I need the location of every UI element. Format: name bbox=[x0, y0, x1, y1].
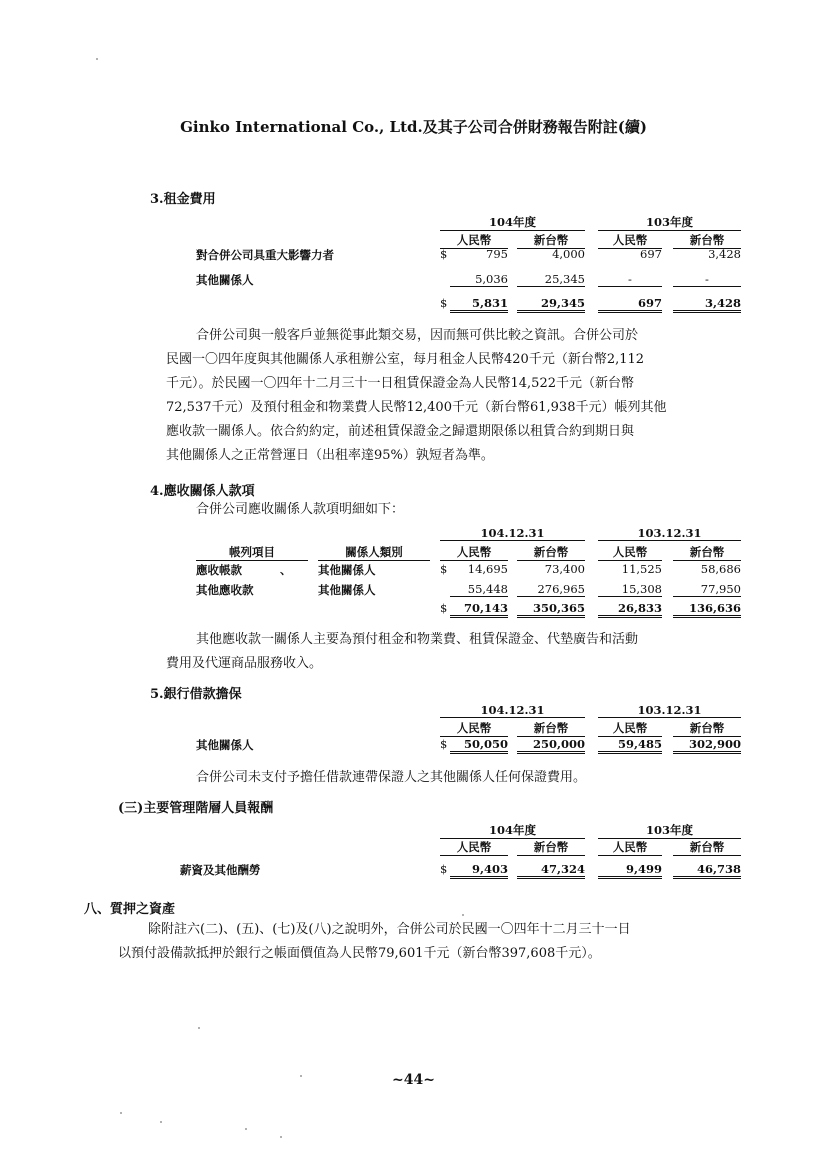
rent-total-a-ntd: 29,345 bbox=[517, 296, 585, 313]
rent-total-dollar: $ bbox=[440, 296, 448, 310]
rent-row-a-ntd: 25,345 bbox=[517, 272, 585, 287]
mgmt-cur-ntd-b: 新台幣 bbox=[673, 839, 741, 856]
guar-row-b-rmb: 59,485 bbox=[598, 737, 662, 754]
rent-row-label: 對合併公司具重大影響力者 bbox=[196, 248, 334, 262]
recv-row-a-rmb: 55,448 bbox=[450, 582, 508, 597]
recv-cur-ntd-a: 新台幣 bbox=[517, 544, 585, 561]
guar-cur-ntd-b: 新台幣 bbox=[673, 720, 741, 737]
section-mgmt-heading: (三)主要管理階層人員報酬 bbox=[118, 801, 274, 816]
recv-row-item: 其他應收款 bbox=[196, 583, 254, 597]
paragraph-line: 除附註六(二)、(五)、(七)及(八)之說明外，合併公司於民國一〇四年十二月三十一日 bbox=[148, 922, 631, 937]
mgmt-row-b-rmb: 9,499 bbox=[598, 862, 662, 879]
section-pledged-heading: 八、質押之資產 bbox=[84, 902, 176, 917]
section-guarantee-heading: 5.銀行借款擔保 bbox=[150, 687, 242, 702]
rent-row-a-ntd: 4,000 bbox=[552, 247, 585, 261]
mgmt-row-b-ntd: 46,738 bbox=[673, 862, 741, 879]
guarantee-paragraph: 合併公司未支付予擔任借款連帶保證人之其他關係人任何保證費用。 bbox=[196, 770, 587, 785]
rent-total-a-rmb: 5,831 bbox=[450, 296, 508, 313]
guar-row-a-rmb: 50,050 bbox=[450, 737, 508, 754]
mgmt-cur-rmb-b: 人民幣 bbox=[598, 839, 662, 856]
guar-date-b: 103.12.31 bbox=[598, 703, 741, 718]
rent-row-b-rmb: 697 bbox=[640, 247, 662, 261]
page-title: Ginko International Co., Ltd.及其子公司合併財務報告附註(續) bbox=[180, 118, 647, 136]
pledged-paragraph bbox=[118, 918, 778, 966]
paragraph-line: 應收款一關係人。依合約約定，前述租賃保證金之歸還期限係以租賃合約到期日與 bbox=[166, 424, 635, 439]
guar-row-b-ntd: 302,900 bbox=[673, 737, 741, 754]
receivable-paragraph bbox=[166, 628, 766, 676]
recv-row-type: 其他關係人 bbox=[318, 563, 376, 577]
mgmt-row-dollar: $ bbox=[440, 862, 448, 876]
rent-total-b-ntd: 3,428 bbox=[673, 296, 741, 313]
recv-row-a-rmb: 14,695 bbox=[467, 562, 508, 576]
paragraph-line: 其他應收款一關係人主要為預付租金和物業費、租賃保證金、代墊廣告和活動 bbox=[196, 632, 639, 647]
paragraph-line: 費用及代運商品服務收入。 bbox=[166, 656, 323, 671]
recv-date-b: 103.12.31 bbox=[598, 526, 741, 541]
mgmt-cur-ntd-a: 新台幣 bbox=[517, 839, 585, 856]
recv-total-b-rmb: 26,833 bbox=[598, 601, 662, 618]
mgmt-row-a-rmb: 9,403 bbox=[450, 862, 508, 879]
rent-row-b-ntd: - bbox=[673, 272, 741, 287]
mgmt-year-a: 104年度 bbox=[440, 822, 585, 839]
rent-row-dollar: $ bbox=[440, 247, 448, 261]
scan-speck bbox=[160, 1121, 162, 1123]
rent-year-b: 103年度 bbox=[598, 214, 741, 231]
rent-row-label: 其他關係人 bbox=[196, 273, 254, 287]
rent-cur-rmb-b: 人民幣 bbox=[598, 232, 662, 249]
recv-date-a: 104.12.31 bbox=[440, 526, 585, 541]
paragraph-line: 72,537千元）及預付租金和物業費人民幣12,400千元（新台幣61,938千元）帳列其他 bbox=[166, 400, 667, 415]
recv-row-type: 其他關係人 bbox=[318, 583, 376, 597]
recv-row-a-ntd: 276,965 bbox=[517, 582, 585, 597]
recv-row-dollar: $ bbox=[440, 562, 448, 576]
recv-total-a-rmb: 70,143 bbox=[450, 601, 508, 618]
paragraph-line: 以預付設備款抵押於銀行之帳面價值為人民幣79,601千元（新台幣397,608千元）。 bbox=[118, 946, 601, 961]
recv-total-a-ntd: 350,365 bbox=[517, 601, 585, 618]
rent-paragraph bbox=[166, 324, 766, 468]
recv-total-b-ntd: 136,636 bbox=[673, 601, 741, 618]
recv-col-item: 帳列項目 bbox=[196, 544, 308, 561]
scan-speck bbox=[96, 58, 98, 60]
guar-cur-rmb-b: 人民幣 bbox=[598, 720, 662, 737]
paragraph-line: 民國一〇四年度與其他關係人承租辦公室，每月租金人民幣420千元（新台幣2,112 bbox=[166, 352, 645, 367]
recv-row-b-ntd: 77,950 bbox=[673, 582, 741, 597]
scan-speck bbox=[462, 914, 464, 916]
receivable-intro: 合併公司應收關係人款項明細如下： bbox=[196, 502, 405, 517]
paragraph-line: 合併公司與一般客戶並無從事此類交易，因而無可供比較之資訊。合併公司於 bbox=[196, 328, 639, 343]
rent-cur-ntd-a: 新台幣 bbox=[517, 232, 585, 249]
recv-row-mark: 、 bbox=[280, 563, 292, 577]
guar-cur-rmb-a: 人民幣 bbox=[440, 720, 508, 737]
scan-speck bbox=[300, 1075, 302, 1077]
rent-row-b-rmb: - bbox=[598, 272, 662, 287]
mgmt-cur-rmb-a: 人民幣 bbox=[440, 839, 508, 856]
guar-date-a: 104.12.31 bbox=[440, 703, 585, 718]
recv-row-b-ntd: 58,686 bbox=[700, 562, 741, 576]
recv-total-dollar: $ bbox=[440, 601, 448, 615]
guar-cur-ntd-a: 新台幣 bbox=[517, 720, 585, 737]
rent-cur-rmb-a: 人民幣 bbox=[440, 232, 508, 249]
recv-row-a-ntd: 73,400 bbox=[544, 562, 585, 576]
recv-cur-rmb-a: 人民幣 bbox=[440, 544, 508, 561]
scan-speck bbox=[120, 1112, 122, 1114]
recv-cur-ntd-b: 新台幣 bbox=[673, 544, 741, 561]
scan-speck bbox=[198, 1027, 200, 1029]
paragraph-line: 千元）。於民國一〇四年十二月三十一日租賃保證金為人民幣14,522千元（新台幣 bbox=[166, 376, 634, 391]
guar-row-a-ntd: 250,000 bbox=[517, 737, 585, 754]
scan-speck bbox=[245, 1128, 247, 1130]
rent-year-a: 104年度 bbox=[440, 214, 585, 231]
guar-row-label: 其他關係人 bbox=[196, 738, 254, 752]
rent-cur-ntd-b: 新台幣 bbox=[673, 232, 741, 249]
scan-speck bbox=[280, 1136, 282, 1138]
recv-cur-rmb-b: 人民幣 bbox=[598, 544, 662, 561]
paragraph-line: 其他關係人之正常營運日（出租率達95%）孰短者為準。 bbox=[166, 448, 494, 463]
recv-row-item: 應收帳款 bbox=[196, 563, 242, 577]
rent-row-b-ntd: 3,428 bbox=[708, 247, 741, 261]
page-number: ~44~ bbox=[392, 1072, 435, 1088]
mgmt-row-label: 薪資及其他酬勞 bbox=[180, 863, 261, 877]
mgmt-row-a-ntd: 47,324 bbox=[517, 862, 585, 879]
rent-total-b-rmb: 697 bbox=[598, 296, 662, 313]
recv-col-type: 關係人類別 bbox=[318, 544, 430, 561]
recv-row-b-rmb: 11,525 bbox=[621, 562, 662, 576]
guar-row-dollar: $ bbox=[440, 737, 448, 751]
mgmt-year-b: 103年度 bbox=[598, 822, 741, 839]
section-receivable-heading: 4.應收關係人款項 bbox=[150, 484, 255, 499]
rent-row-a-rmb: 795 bbox=[486, 247, 508, 261]
rent-row-a-rmb: 5,036 bbox=[450, 272, 508, 287]
recv-row-b-rmb: 15,308 bbox=[598, 582, 662, 597]
section-rent-heading: 3.租金費用 bbox=[150, 192, 216, 207]
